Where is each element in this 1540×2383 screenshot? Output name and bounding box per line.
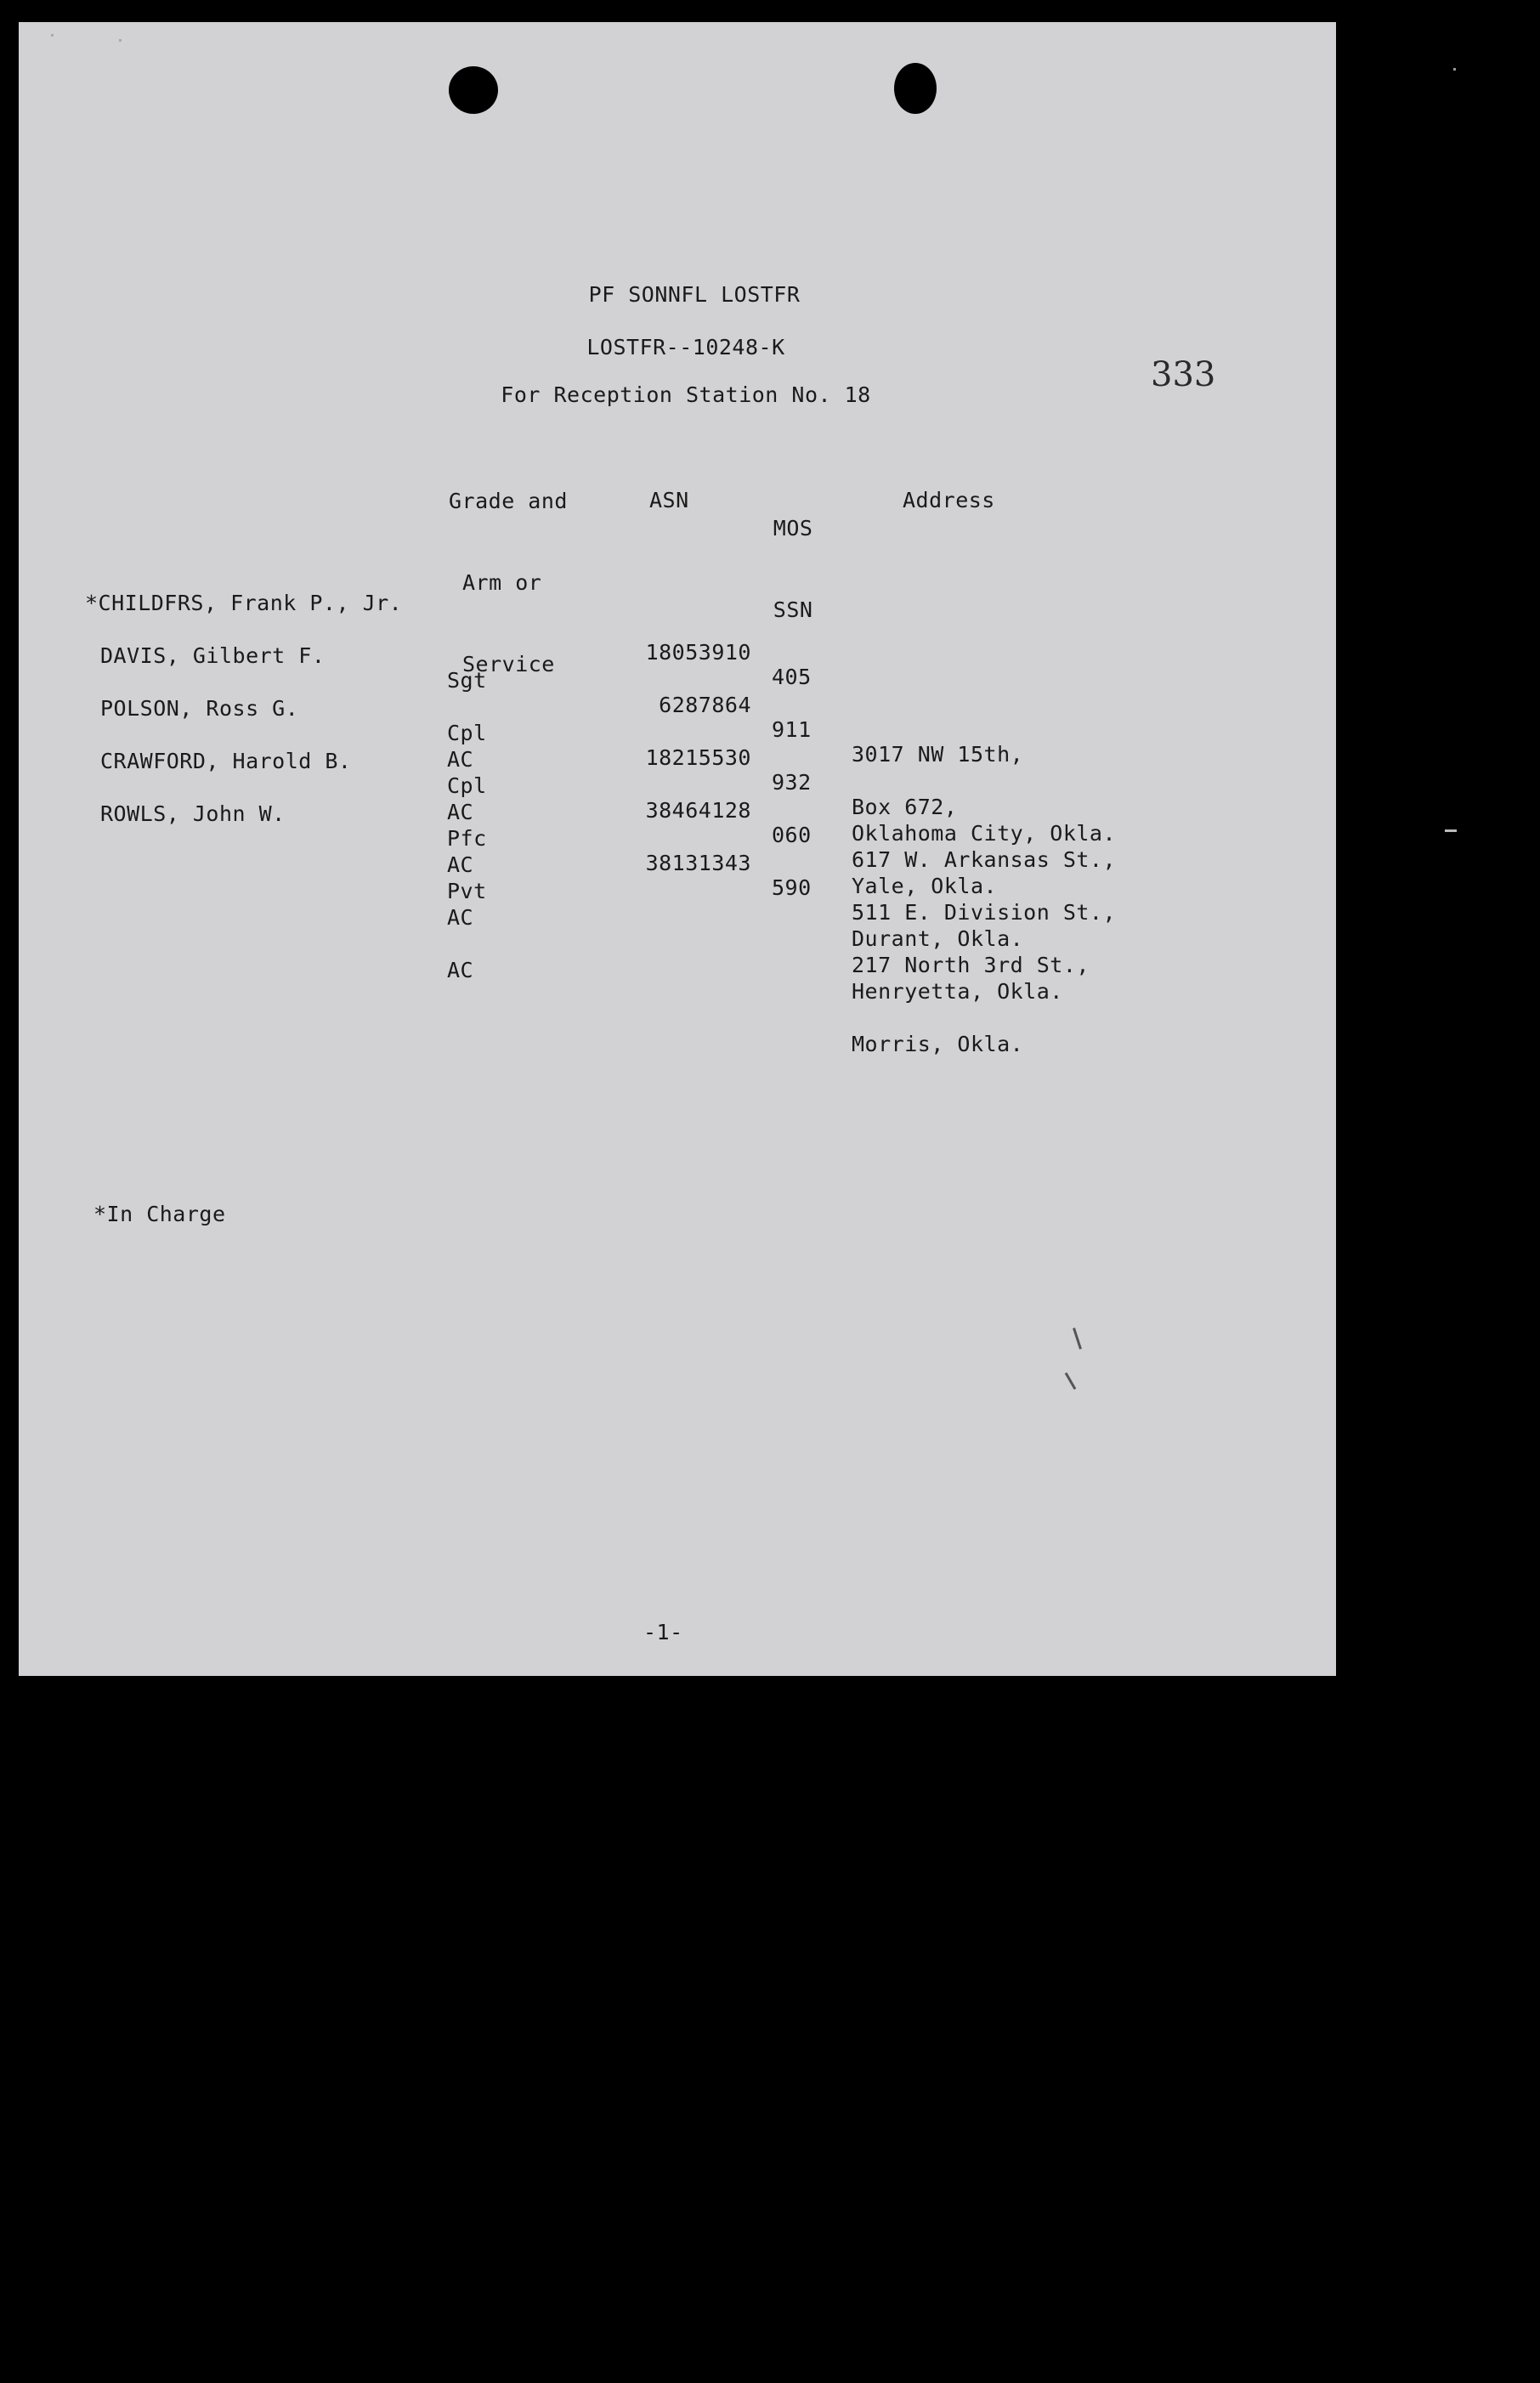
header-grade: Grade and Arm or Service <box>449 489 568 676</box>
roster-number: LOSTFR--10248-K <box>586 335 785 359</box>
row-asn: 18215530 <box>645 745 751 770</box>
punch-hole-left <box>449 66 498 114</box>
footnote: *In Charge <box>93 1202 226 1226</box>
row-grade: Cpl AC <box>447 773 487 877</box>
row-name: CRAWFORD, Harold B. <box>100 749 352 773</box>
row-grade: Pfc AC <box>447 826 487 930</box>
scan-mark <box>51 34 54 37</box>
row-address: 217 North 3rd St., Morris, Okla. <box>852 953 1090 1056</box>
row-grade: Cpl AC <box>447 721 487 824</box>
row-name: DAVIS, Gilbert F. <box>100 643 326 668</box>
row-asn: 38464128 <box>645 798 751 823</box>
row-asn: 6287864 <box>659 693 751 717</box>
document-page <box>19 22 1336 1676</box>
punch-hole-right <box>894 63 937 114</box>
scan-mark <box>1065 1373 1077 1390</box>
row-asn: 18053910 <box>645 640 751 665</box>
row-asn: 38131343 <box>645 851 751 875</box>
row-address: Box 672, Yale, Okla. <box>852 795 998 898</box>
row-mos: 405 <box>772 665 812 689</box>
row-address: 511 E. Division St., Henryetta, Okla. <box>852 900 1117 1004</box>
header-address: Address <box>903 488 995 512</box>
row-mos: 932 <box>772 770 812 795</box>
row-mos: 060 <box>772 823 812 847</box>
row-address: 3017 NW 15th, Oklahoma City, Okla. <box>852 742 1117 846</box>
scan-mark <box>1073 1327 1082 1350</box>
scan-mark <box>1453 68 1456 71</box>
document-title: PF SONNFL LOSTFR <box>588 282 801 307</box>
scan-mark <box>119 39 122 42</box>
header-mos: MOS SSN <box>773 516 813 622</box>
row-name: POLSON, Ross G. <box>100 696 299 721</box>
page-reference-number: 333 <box>1151 355 1216 394</box>
row-grade: Pvt AC <box>447 879 487 982</box>
header-asn: ASN <box>649 488 689 512</box>
scan-mark <box>1445 829 1457 832</box>
row-grade: Sgt AC <box>447 668 487 772</box>
row-name: *CHILDFRS, Frank P., Jr. <box>85 591 403 615</box>
station-line: For Reception Station No. 18 <box>501 382 871 407</box>
row-name: ROWLS, John W. <box>100 801 286 826</box>
row-mos: 590 <box>772 875 812 900</box>
page-number: -1- <box>643 1620 683 1644</box>
row-address: 617 W. Arkansas St., Durant, Okla. <box>852 847 1117 951</box>
row-mos: 911 <box>772 717 812 742</box>
